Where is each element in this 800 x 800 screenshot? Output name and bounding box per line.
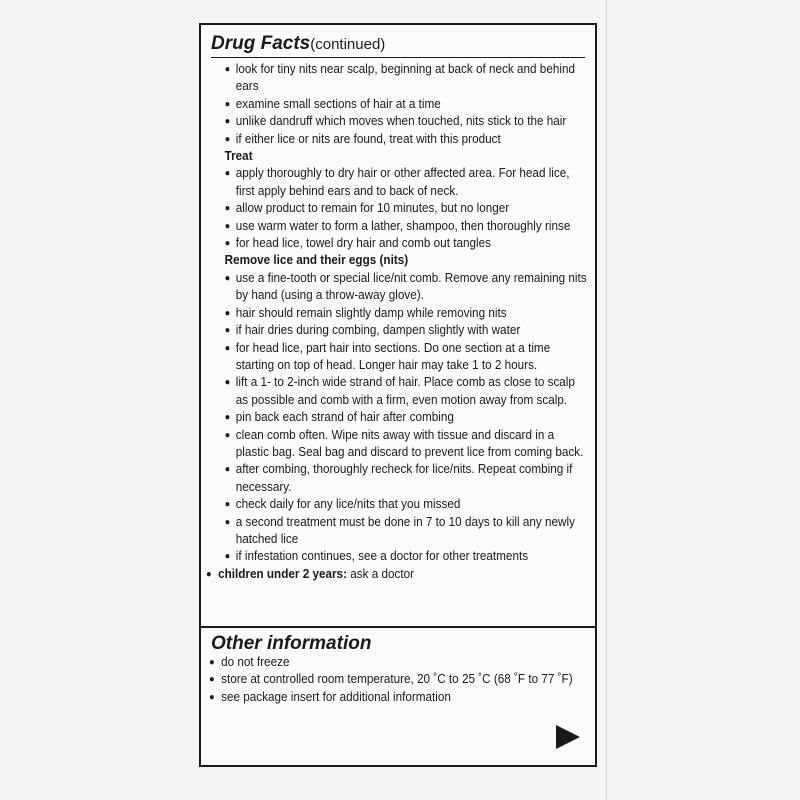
list-item: ● for head lice, part hair into sections. Do one section at a time starting on top of head. Longer hair may take 1 to 2 hours. bbox=[206, 340, 590, 375]
list-item: ● hair should remain slightly damp while removing nits bbox=[206, 305, 590, 322]
treat-heading: Treat bbox=[224, 149, 253, 164]
treat-list bbox=[206, 165, 590, 252]
list-item: ● pin back each strand of hair after combing bbox=[206, 409, 590, 426]
panel-edge-line bbox=[606, 0, 607, 800]
list-item: ● do not freeze bbox=[209, 654, 590, 671]
other-information-header bbox=[211, 633, 371, 655]
list-item: ● use a fine-tooth or special lice/nit comb. Remove any remaining nits by hand (using a throw-away glove). bbox=[206, 270, 590, 305]
list-item: ● check daily for any lice/nits that you missed bbox=[206, 496, 590, 513]
children-warning-text: ask a doctor bbox=[346, 566, 415, 581]
children-list bbox=[206, 566, 590, 583]
list-item: ● lift a 1- to 2-inch wide strand of hair. Place comb as close to scalp as possible and comb with a firm, even motion away from scalp. bbox=[206, 374, 590, 409]
drug-facts-title-text: Drug Facts bbox=[211, 33, 311, 54]
list-item: ● for head lice, towel dry hair and comb out tangles bbox=[206, 235, 590, 252]
other-information-title: Other information bbox=[211, 633, 372, 654]
list-item: ● unlike dandruff which moves when touched, nits stick to the hair bbox=[206, 113, 590, 130]
list-item: ● store at controlled room temperature, 20 ˚C to 25 ˚C (68 ˚F to 77 ˚F) bbox=[209, 671, 590, 688]
list-item: ● clean comb often. Wipe nits away with tissue and discard in a plastic bag. Seal bag and discard to prevent lice from coming back. bbox=[206, 427, 590, 462]
drug-facts-header bbox=[211, 33, 585, 58]
right-triangle-icon bbox=[556, 725, 580, 749]
drug-facts-title bbox=[211, 33, 585, 56]
list-item: ● after combing, thoroughly recheck for lice/nits. Repeat combing if necessary. bbox=[206, 461, 590, 496]
remove-heading: Remove lice and their eggs (nits) bbox=[224, 253, 409, 268]
list-item: ● if either lice or nits are found, treat with this product bbox=[206, 131, 590, 148]
other-information-list bbox=[209, 654, 590, 706]
intro-list bbox=[206, 61, 590, 148]
drug-facts-body bbox=[206, 61, 590, 583]
other-information-body bbox=[209, 654, 590, 706]
section-divider bbox=[201, 626, 595, 628]
list-item: ● if infestation continues, see a doctor for other treatments bbox=[206, 548, 590, 565]
continued-label: (continued) bbox=[310, 36, 386, 53]
drug-facts-panel bbox=[199, 23, 597, 767]
remove-list bbox=[206, 270, 590, 566]
list-item: ● use warm water to form a lather, shampoo, then thoroughly rinse bbox=[206, 218, 590, 235]
list-item: ● allow product to remain for 10 minutes, but no longer bbox=[206, 200, 590, 217]
list-item: ● a second treatment must be done in 7 to 10 days to kill any newly hatched lice bbox=[206, 514, 590, 549]
list-item: ● if hair dries during combing, dampen slightly with water bbox=[206, 322, 590, 339]
list-item: ● apply thoroughly to dry hair or other affected area. For head lice, first apply behind ears and to back of neck. bbox=[206, 165, 590, 200]
children-warning bbox=[206, 566, 590, 583]
list-item: ● see package insert for additional information bbox=[209, 689, 590, 706]
children-warning-bold: children under 2 years: bbox=[218, 566, 347, 581]
list-item: ● look for tiny nits near scalp, beginning at back of neck and behind ears bbox=[206, 61, 590, 96]
list-item: ● examine small sections of hair at a time bbox=[206, 96, 590, 113]
